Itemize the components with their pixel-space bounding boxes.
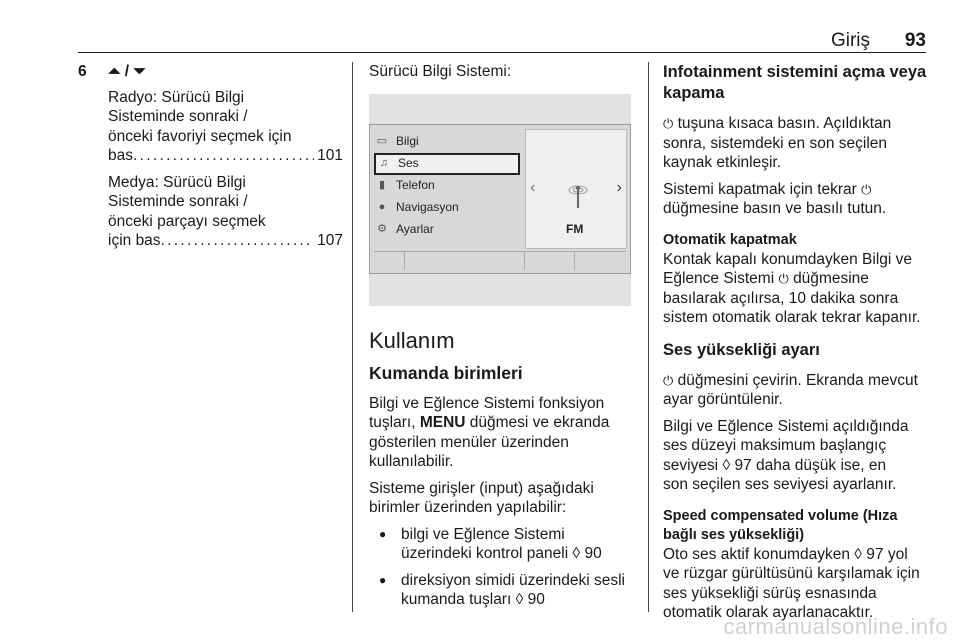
column-middle [369, 62, 635, 617]
power-off-paragraph: Sistemi kapatmak için tekrar ⏻ düğmesine basın ve basılı tutun. [663, 180, 887, 217]
power-paragraph: ⏻ tuşuna kısaca basın. Açıldıktan sonra, sistemdeki en son seçilen kaynak etkinleşir. [663, 115, 892, 171]
media-paragraph: Medya: Sürücü Bilgi Sisteminde sonraki / önceki parçayı seçmek için bas . . . 107 [108, 173, 343, 251]
radio-antenna-icon [568, 180, 588, 210]
reference-arrow-icon: ◊ [722, 456, 731, 474]
watermark: carmanualsonline.info [723, 614, 948, 639]
reference-arrow-icon: ◊ [854, 545, 862, 563]
section-heading: Kullanım [369, 327, 455, 353]
navigation-icon: ● [378, 200, 386, 213]
column-divider-1 [352, 62, 353, 612]
intro-text: Sürücü Bilgi Sistemi: [369, 63, 512, 80]
menu-item-navigation: ● Navigasyon [374, 197, 524, 219]
inputs-paragraph: Sisteme girişler (input) aşağıdaki birimler üzerinden yapılabilir: [369, 479, 594, 516]
power-knob-icon: ⏻ [663, 372, 674, 388]
page-reference-leader: için bas . . . 107 [108, 231, 343, 251]
menu-item-info: ▭ Bilgi [374, 131, 524, 153]
phone-icon: ▮ [378, 178, 386, 191]
menu-item-settings: ⚙ Ayarlar [374, 219, 524, 241]
power-icon: ⏻ [663, 116, 674, 131]
item-number: 6 [78, 63, 87, 80]
source-panel [525, 129, 627, 249]
radio-paragraph: Radyo: Sürücü Bilgi Sisteminde sonraki / önceki favoriyi seçmek için bas . . . 101 [108, 88, 343, 166]
page-reference[interactable]: 97 [866, 545, 884, 563]
chevron-left-icon: ‹ [530, 178, 536, 196]
music-note-icon: ♫ [379, 156, 389, 169]
header-title: Giriş [830, 30, 870, 51]
menu-item-audio: ♫ Ses [374, 153, 520, 175]
driver-info-screen-image [369, 94, 631, 306]
bullet-icon: ● [379, 526, 387, 541]
speed-volume-paragraph: Oto ses aktif konumdayken ◊ 97 yol ve rüzgar gürültüsünü karşılamak için ses yüksekliği sürüş esnasında otomatik olarak ayarlanacaktır. [663, 545, 920, 621]
page-number: 93 [904, 30, 926, 51]
menu-list [374, 131, 524, 241]
controls-paragraph: Bilgi ve Eğlence Sistemi fonksiyon tuşları, MENU düğmesi ve ekranda gösterilen menüler üzerinden kullanılabilir. [369, 394, 610, 470]
power-icon: ⏻ [861, 181, 872, 197]
header-divider [78, 52, 926, 53]
volume-paragraph: ⏻ düğmesini çevirin. Ekranda mevcut ayar görüntülenir. [663, 371, 918, 408]
seek-up-down-icon: ⏶ / ⏷ [108, 63, 146, 80]
column-left [78, 62, 343, 258]
list-item: ● bilgi ve Eğlence Sistemi üzerindeki kontrol paneli ◊ 90 [379, 525, 602, 562]
column-divider-2 [648, 62, 649, 612]
settings-icon: ⚙ [377, 222, 387, 235]
bullet-icon: ● [379, 572, 387, 587]
page-reference[interactable]: 107 [317, 232, 343, 249]
subheading-auto-off: Otomatik kapatmak [663, 231, 797, 248]
section-heading-power: Infotainment sistemini açma veya kapama [663, 63, 927, 102]
bottom-bar [374, 251, 626, 270]
page-reference[interactable]: 90 [584, 545, 602, 562]
reference-arrow-icon: ◊ [515, 591, 524, 608]
section-heading-volume: Ses yüksekliği ayarı [663, 340, 820, 359]
column-right [663, 62, 928, 630]
auto-off-paragraph: Kontak kapalı konumdayken Bilgi ve Eğlence Sistemi ⏻ düğmesine basılarak açılırsa, 10 dakika sonra sistem otomatik olarak tekrar kapanır. [663, 250, 921, 326]
page-reference[interactable]: 90 [527, 591, 545, 608]
power-icon: ⏻ [778, 271, 789, 286]
page-reference-leader: bas . . . 101 [108, 146, 343, 166]
menu-item-phone: ▮ Telefon [374, 175, 524, 197]
info-icon: ▭ [376, 134, 388, 147]
item-6-heading [78, 62, 343, 82]
page-reference[interactable]: 101 [317, 147, 343, 164]
subsection-heading: Kumanda birimleri [369, 362, 523, 383]
reference-arrow-icon: ◊ [572, 545, 581, 562]
menu-button-label: MENU [419, 414, 466, 431]
startup-volume-paragraph: Bilgi ve Eğlence Sistemi açıldığında ses düzeyi maksimum başlangıç seviyesi ◊ 97 daha düşük ise, en son seçilen ses seviyesi ayarlanır. [663, 417, 909, 493]
chevron-right-icon: › [616, 178, 622, 196]
list-item: ● direksiyon simidi üzerindeki sesli kumanda tuşları ◊ 90 [379, 571, 625, 608]
screen-frame [369, 124, 631, 274]
subheading-speed-volume: Speed compensated volume (Hıza bağlı ses yüksekliği) [663, 507, 898, 543]
source-label: FM [566, 221, 584, 236]
page-reference[interactable]: 97 [734, 456, 752, 474]
